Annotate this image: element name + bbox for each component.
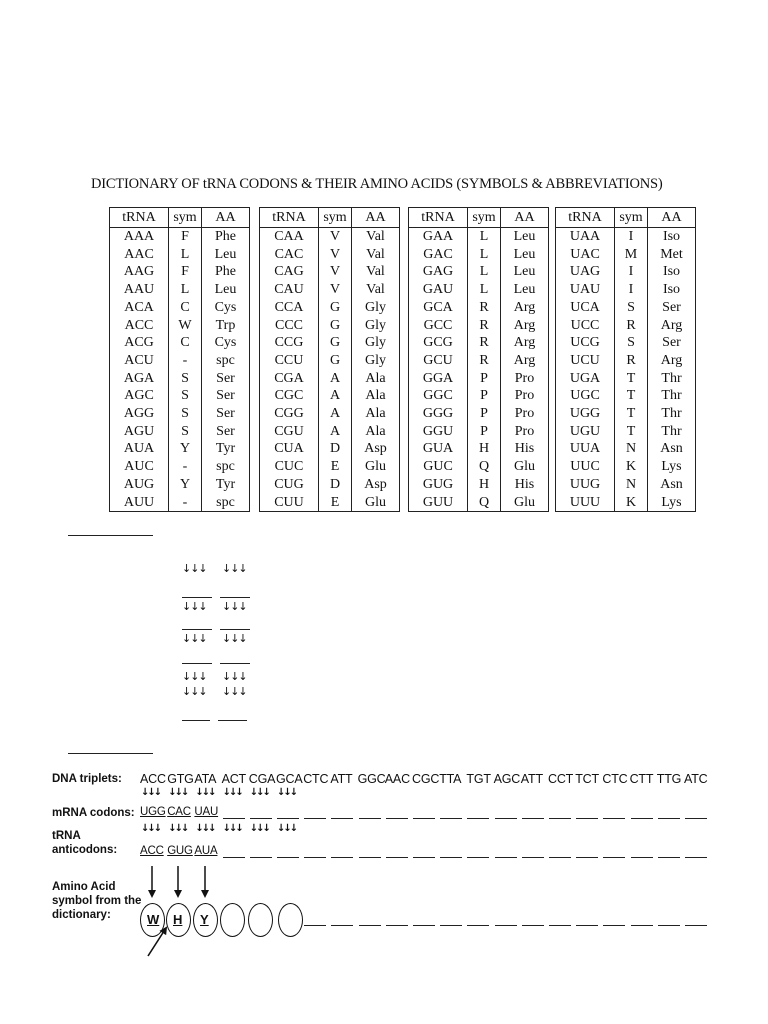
dna-triplet: ATA — [194, 772, 217, 786]
dna-triplets-label: DNA triplets: — [52, 773, 122, 785]
symbol-cell: G — [319, 334, 352, 352]
amino-acid-cell: Leu — [501, 246, 549, 264]
trna-codon-cell: ACG — [110, 334, 169, 352]
symbol-cell: R — [615, 352, 648, 370]
symbol-cell: G — [319, 317, 352, 335]
symbol-cell: V — [319, 228, 352, 246]
symbol-cell: S — [169, 370, 202, 388]
symbol-cell: T — [615, 405, 648, 423]
amino-acid-cell: Gly — [352, 299, 400, 317]
symbol-cell: I — [615, 281, 648, 299]
symbol-cell: M — [615, 246, 648, 264]
amino-acid-cell: Pro — [501, 387, 549, 405]
amino-acid-cell: Asn — [648, 440, 696, 458]
pointer-arrow-icon — [148, 928, 166, 956]
trna-codon-cell: CGC — [260, 387, 319, 405]
dna-triplet: TGT — [466, 772, 491, 786]
amino-acid-cell: Pro — [501, 370, 549, 388]
trna-codon-cell: GAU — [409, 281, 468, 299]
down-arrows-icon: ↓↓↓ — [222, 685, 247, 698]
symbol-cell: A — [319, 387, 352, 405]
amino-acid-cell: Thr — [648, 423, 696, 441]
header-sym: sym — [468, 208, 501, 228]
mrna-codons-label: mRNA codons: — [52, 807, 135, 819]
symbol-cell: - — [169, 458, 202, 476]
symbol-cell: Q — [468, 494, 501, 512]
header-aa: AA — [648, 208, 696, 228]
amino-acid-cell: Leu — [501, 228, 549, 246]
amino-acid-cell: Glu — [501, 458, 549, 476]
amino-acid-cell: Val — [352, 246, 400, 264]
trna-codon-cell: CAU — [260, 281, 319, 299]
symbol-cell: I — [615, 263, 648, 281]
trna-codon-cell: ACA — [110, 299, 169, 317]
amino-acid-cell: Tyr — [202, 476, 250, 494]
trna-codon-cell: UCU — [556, 352, 615, 370]
amino-acid-cell: His — [501, 476, 549, 494]
trna-codon-cell: AUG — [110, 476, 169, 494]
trna-codon-cell: UCG — [556, 334, 615, 352]
amino-acid-cell: Asp — [352, 440, 400, 458]
trna-codon-cell: GCU — [409, 352, 468, 370]
symbol-cell: H — [468, 476, 501, 494]
trna-codon-cell: UUG — [556, 476, 615, 494]
amino-acid-cell: Gly — [352, 317, 400, 335]
amino-acid-cell: Lys — [648, 494, 696, 512]
amino-acid-cell: Iso — [648, 228, 696, 246]
mrna-codon: UAU — [194, 806, 219, 818]
trna-codon-cell: GGC — [409, 387, 468, 405]
symbol-cell: F — [169, 228, 202, 246]
header-aa: AA — [202, 208, 250, 228]
amino-acid-cell: Leu — [202, 246, 250, 264]
trna-codon-cell: AGA — [110, 370, 169, 388]
symbol-cell: T — [615, 423, 648, 441]
amino-acid-cell: Iso — [648, 281, 696, 299]
trna-codon-cell: GCA — [409, 299, 468, 317]
down-arrows-icon: ↓↓↓ — [222, 787, 242, 798]
trna-anticodons-label: tRNA anticodons: — [52, 830, 118, 856]
trna-codon-cell: CUC — [260, 458, 319, 476]
amino-acid-cell: Arg — [501, 317, 549, 335]
symbol-cell: Y — [169, 476, 202, 494]
trna-codon-cell: CAA — [260, 228, 319, 246]
trna-codon-cell: GGU — [409, 423, 468, 441]
down-arrows-icon: ↓↓↓ — [195, 787, 215, 798]
dictionary-title: DICTIONARY OF tRNA CODONS & THEIR AMINO ACIDS (SYMBOLS & ABBREVIATIONS) — [91, 176, 663, 192]
amino-acid-cell: Thr — [648, 405, 696, 423]
down-arrows-icon: ↓↓↓ — [182, 632, 207, 645]
amino-acid-cell: Arg — [501, 299, 549, 317]
symbol-cell: L — [468, 281, 501, 299]
trna-codon-cell: GAG — [409, 263, 468, 281]
amino-acid-cell: Leu — [501, 281, 549, 299]
down-arrows-icon: ↓↓↓ — [249, 787, 269, 798]
amino-acid-cell: Phe — [202, 228, 250, 246]
dna-triplet: CGA — [248, 772, 276, 786]
symbol-cell: W — [169, 317, 202, 335]
trna-codon-cell: AGU — [110, 423, 169, 441]
down-arrows-icon: ↓↓↓ — [168, 823, 188, 834]
symbol-cell: T — [615, 387, 648, 405]
trna-anticodon: AUA — [194, 845, 218, 857]
symbol-cell: S — [169, 405, 202, 423]
down-arrows-icon: ↓↓↓ — [222, 600, 247, 613]
symbol-cell: S — [615, 299, 648, 317]
trna-codon-cell: GUC — [409, 458, 468, 476]
amino-acid-cell: Asp — [352, 476, 400, 494]
symbol-cell: H — [468, 440, 501, 458]
header-sym: sym — [169, 208, 202, 228]
down-arrows-icon: ↓↓↓ — [141, 823, 161, 834]
trna-codon-cell: GUG — [409, 476, 468, 494]
trna-codon-cell: CUU — [260, 494, 319, 512]
down-arrows-icon: ↓↓↓ — [182, 600, 207, 613]
header-aa: AA — [352, 208, 400, 228]
amino-acid-cell: Glu — [501, 494, 549, 512]
down-arrows-icon: ↓↓↓ — [141, 787, 161, 798]
amino-acid-cell: Ala — [352, 405, 400, 423]
symbol-cell: S — [169, 423, 202, 441]
dna-triplet: AGC — [493, 772, 521, 786]
amino-acid-cell: Arg — [648, 317, 696, 335]
dna-triplet: CTT — [629, 772, 654, 786]
symbol-cell: F — [169, 263, 202, 281]
symbol-cell: E — [319, 494, 352, 512]
down-arrows-icon: ↓↓↓ — [222, 632, 247, 645]
trna-codon-cell: GAC — [409, 246, 468, 264]
dna-triplet: CTC — [602, 772, 628, 786]
symbol-cell: - — [169, 494, 202, 512]
trna-codon-cell: UGA — [556, 370, 615, 388]
trna-codon-cell: CCA — [260, 299, 319, 317]
amino-acid-cell: His — [501, 440, 549, 458]
dna-triplet: ATT — [520, 772, 543, 786]
symbol-cell: A — [319, 423, 352, 441]
symbol-cell: D — [319, 440, 352, 458]
amino-acid-cell: Glu — [352, 494, 400, 512]
amino-acid-cell: Ala — [352, 423, 400, 441]
trna-codon-cell: GUA — [409, 440, 468, 458]
amino-acid-cell: Val — [352, 281, 400, 299]
amino-acid-cell: Iso — [648, 263, 696, 281]
dna-triplet: CGC — [412, 772, 440, 786]
header-trna: tRNA — [409, 208, 468, 228]
amino-acid-cell: Pro — [501, 423, 549, 441]
mrna-codon: UGG — [140, 806, 166, 818]
amino-acid-cell: Ser — [202, 405, 250, 423]
symbol-cell: R — [468, 317, 501, 335]
symbol-cell: - — [169, 352, 202, 370]
header-trna: tRNA — [556, 208, 615, 228]
trna-codon-cell: UUA — [556, 440, 615, 458]
symbol-cell: C — [169, 334, 202, 352]
dna-triplet: ATT — [330, 772, 353, 786]
down-arrows-icon: ↓↓↓ — [168, 787, 188, 798]
dna-triplet: GCA — [276, 772, 303, 786]
amino-acid-cell: Ser — [202, 387, 250, 405]
amino-acid-cell: Thr — [648, 370, 696, 388]
amino-acid-cell: Cys — [202, 334, 250, 352]
symbol-cell: L — [468, 263, 501, 281]
amino-acid-cell: Val — [352, 263, 400, 281]
amino-acid-cell: Trp — [202, 317, 250, 335]
dna-triplet: CTC — [303, 772, 329, 786]
trna-codon-cell: UUU — [556, 494, 615, 512]
symbol-cell: C — [169, 299, 202, 317]
symbol-cell: A — [319, 370, 352, 388]
trna-codon-cell: ACU — [110, 352, 169, 370]
down-arrows-icon: ↓↓↓ — [222, 562, 247, 575]
symbol-cell: P — [468, 423, 501, 441]
amino-acid-cell: Phe — [202, 263, 250, 281]
symbol-cell: N — [615, 440, 648, 458]
trna-codon-cell: AAG — [110, 263, 169, 281]
trna-codon-cell: CCC — [260, 317, 319, 335]
trna-codon-cell: UCC — [556, 317, 615, 335]
trna-codon-cell: UAU — [556, 281, 615, 299]
symbol-cell: G — [319, 352, 352, 370]
trna-codon-cell: GAA — [409, 228, 468, 246]
amino-acid-cell: Gly — [352, 334, 400, 352]
amino-acid-cell: Ser — [648, 299, 696, 317]
trna-codon-cell: UGG — [556, 405, 615, 423]
symbol-cell: Q — [468, 458, 501, 476]
symbol-cell: Y — [169, 440, 202, 458]
trna-codon-cell: CCG — [260, 334, 319, 352]
trna-codon-cell: CAC — [260, 246, 319, 264]
amino-acid-cell: spc — [202, 494, 250, 512]
amino-acid-cell: Asn — [648, 476, 696, 494]
dna-triplet: CCT — [548, 772, 574, 786]
trna-codon-cell: CGG — [260, 405, 319, 423]
amino-acid-cell: Arg — [501, 352, 549, 370]
trna-codon-cell: AGG — [110, 405, 169, 423]
symbol-cell: P — [468, 405, 501, 423]
trna-codon-cell: UCA — [556, 299, 615, 317]
trna-codon-cell: GCC — [409, 317, 468, 335]
symbol-cell: S — [615, 334, 648, 352]
amino-acid-cell: Ala — [352, 370, 400, 388]
symbol-cell: K — [615, 494, 648, 512]
amino-acid-cell: Met — [648, 246, 696, 264]
symbol-cell: L — [169, 281, 202, 299]
amino-acid-cell: Ser — [648, 334, 696, 352]
amino-acid-cell: Ala — [352, 387, 400, 405]
trna-codon-cell: AUC — [110, 458, 169, 476]
down-arrows-icon: ↓↓↓ — [182, 670, 207, 683]
down-arrows-icon: ↓↓↓ — [277, 823, 297, 834]
header-sym: sym — [615, 208, 648, 228]
symbol-cell: S — [169, 387, 202, 405]
dna-triplet: GTG — [167, 772, 194, 786]
down-arrows-icon: ↓↓↓ — [249, 823, 269, 834]
symbol-cell: I — [615, 228, 648, 246]
symbol-cell: R — [468, 334, 501, 352]
dna-triplet: TTA — [439, 772, 462, 786]
header-sym: sym — [319, 208, 352, 228]
amino-acid-cell: Val — [352, 228, 400, 246]
trna-codon-cell: CGA — [260, 370, 319, 388]
trna-codon-cell: ACC — [110, 317, 169, 335]
trna-codon-cell: UGC — [556, 387, 615, 405]
symbol-cell: A — [319, 405, 352, 423]
dna-triplet: ACT — [221, 772, 246, 786]
amino-acid-cell: Lys — [648, 458, 696, 476]
down-arrows-icon: ↓↓↓ — [222, 823, 242, 834]
trna-codon-cell: GUU — [409, 494, 468, 512]
down-arrows-icon: ↓↓↓ — [222, 670, 247, 683]
amino-acid-cell: Tyr — [202, 440, 250, 458]
dna-triplet: AAC — [384, 772, 410, 786]
symbol-cell: R — [468, 352, 501, 370]
header-trna: tRNA — [260, 208, 319, 228]
amino-acid-label: Amino Acid symbol from the dictionary: — [52, 881, 142, 921]
trna-anticodon: ACC — [140, 845, 164, 857]
amino-acid-cell: Leu — [202, 281, 250, 299]
symbol-cell: P — [468, 387, 501, 405]
down-arrows-icon: ↓↓↓ — [277, 787, 297, 798]
symbol-cell: L — [169, 246, 202, 264]
trna-codon-cell: UAA — [556, 228, 615, 246]
symbol-cell: E — [319, 458, 352, 476]
down-arrows-icon: ↓↓↓ — [182, 685, 207, 698]
amino-acid-symbol: H — [173, 912, 183, 927]
down-arrows-icon: ↓↓↓ — [182, 562, 207, 575]
trna-codon-cell: CGU — [260, 423, 319, 441]
amino-acid-cell: Thr — [648, 387, 696, 405]
trna-codon-cell: GGG — [409, 405, 468, 423]
symbol-cell: V — [319, 263, 352, 281]
symbol-cell: T — [615, 370, 648, 388]
trna-codon-cell: AUU — [110, 494, 169, 512]
amino-acid-cell: Arg — [501, 334, 549, 352]
trna-codon-cell: CAG — [260, 263, 319, 281]
amino-acid-cell: Ser — [202, 370, 250, 388]
trna-codon-cell: GGA — [409, 370, 468, 388]
header-aa: AA — [501, 208, 549, 228]
symbol-cell: R — [615, 317, 648, 335]
symbol-cell: V — [319, 246, 352, 264]
symbol-cell: K — [615, 458, 648, 476]
trna-anticodon: GUG — [167, 845, 193, 857]
mrna-codon: CAC — [167, 806, 191, 818]
symbol-cell: V — [319, 281, 352, 299]
trna-codon-cell: AGC — [110, 387, 169, 405]
symbol-cell: D — [319, 476, 352, 494]
amino-acid-cell: Glu — [352, 458, 400, 476]
trna-codon-cell: UUC — [556, 458, 615, 476]
amino-acid-symbol: W — [147, 912, 160, 927]
amino-acid-cell: Cys — [202, 299, 250, 317]
dna-triplet: TTG — [656, 772, 682, 786]
symbol-cell: L — [468, 246, 501, 264]
amino-acid-cell: Pro — [501, 405, 549, 423]
amino-acid-cell: spc — [202, 458, 250, 476]
trna-codon-cell: AAC — [110, 246, 169, 264]
amino-acid-symbol: Y — [200, 912, 209, 927]
dna-triplet: GGC — [357, 772, 386, 786]
trna-codon-cell: UAC — [556, 246, 615, 264]
amino-acid-cell: Ser — [202, 423, 250, 441]
trna-codon-cell: CUA — [260, 440, 319, 458]
trna-codon-cell: CUG — [260, 476, 319, 494]
dna-triplet: ACC — [140, 772, 166, 786]
trna-codon-cell: CCU — [260, 352, 319, 370]
symbol-cell: G — [319, 299, 352, 317]
trna-codon-cell: AUA — [110, 440, 169, 458]
amino-acid-cell: Leu — [501, 263, 549, 281]
trna-codon-cell: UAG — [556, 263, 615, 281]
symbol-cell: N — [615, 476, 648, 494]
trna-codon-cell: GCG — [409, 334, 468, 352]
symbol-cell: P — [468, 370, 501, 388]
amino-acid-cell: spc — [202, 352, 250, 370]
trna-codon-cell: AAA — [110, 228, 169, 246]
symbol-cell: R — [468, 299, 501, 317]
dna-triplet: ATC — [684, 772, 708, 786]
header-trna: tRNA — [110, 208, 169, 228]
symbol-cell: L — [468, 228, 501, 246]
down-arrows-icon: ↓↓↓ — [195, 823, 215, 834]
dna-triplet: TCT — [575, 772, 599, 786]
amino-acid-cell: Arg — [648, 352, 696, 370]
trna-codon-cell: UGU — [556, 423, 615, 441]
trna-codon-cell: AAU — [110, 281, 169, 299]
amino-acid-cell: Gly — [352, 352, 400, 370]
